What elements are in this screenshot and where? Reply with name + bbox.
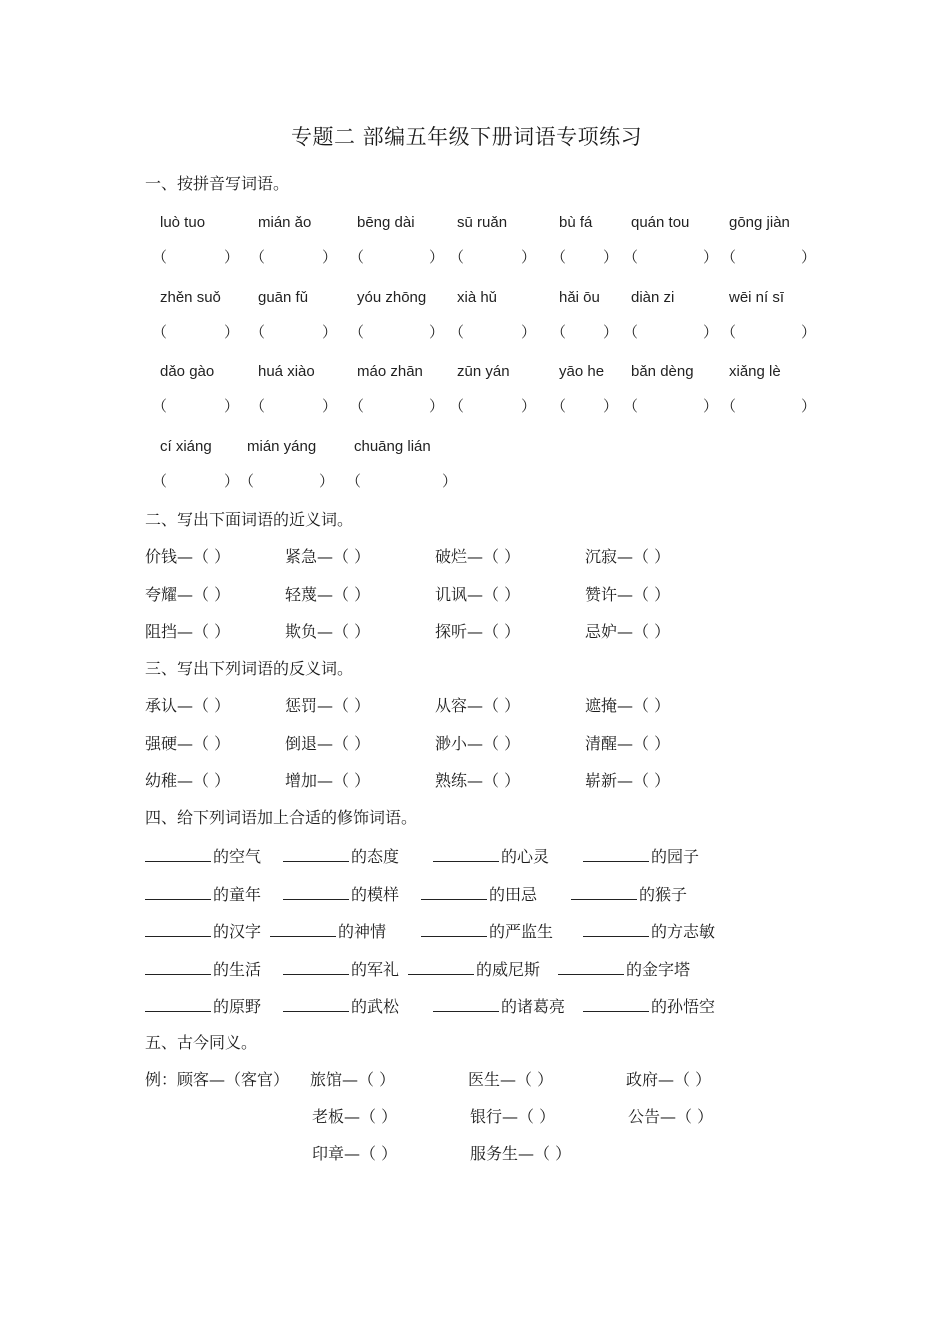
pinyin-word: mián yáng <box>247 438 317 455</box>
answer-paren-right: ） <box>801 248 817 266</box>
answer-paren-left: （ <box>349 248 365 266</box>
word-item[interactable]: 旅馆—（ ） <box>310 1070 396 1089</box>
modifier-item <box>145 847 261 865</box>
answer-paren-left: （ <box>551 397 567 415</box>
answer-paren-right: ） <box>703 397 719 415</box>
fill-blank[interactable] <box>433 847 499 862</box>
answer-paren-left: （ <box>349 323 365 341</box>
modifier-item <box>421 922 553 940</box>
word-item[interactable]: 银行—（ ） <box>470 1107 556 1126</box>
answer-paren-left: （ <box>346 472 362 490</box>
answer-paren-right: ） <box>801 397 817 415</box>
target-word: 的猴子 <box>639 885 688 904</box>
pinyin-word: chuāng lián <box>354 438 431 455</box>
answer-paren-right: ） <box>521 397 537 415</box>
word-item[interactable]: 从容—（ ） <box>435 696 521 715</box>
word-item[interactable]: 忌妒—（ ） <box>585 622 671 641</box>
pinyin-word: mián ǎo <box>258 214 312 231</box>
pinyin-word: dǎo gào <box>160 363 215 380</box>
answer-field[interactable] <box>168 250 224 266</box>
word-item[interactable]: 赞许—（ ） <box>585 585 671 604</box>
answer-paren-left: （ <box>551 248 567 266</box>
target-word: 的方志敏 <box>651 922 716 941</box>
example-text: 例：顾客—（客官） <box>145 1070 290 1089</box>
fill-blank[interactable] <box>145 885 211 900</box>
word-item[interactable]: 服务生—（ ） <box>470 1144 572 1163</box>
answer-paren-left: （ <box>721 323 737 341</box>
fill-blank[interactable] <box>283 997 349 1012</box>
answer-field[interactable] <box>365 399 429 415</box>
word-item[interactable]: 承认—（ ） <box>145 696 231 715</box>
word-item[interactable]: 轻蔑—（ ） <box>285 585 371 604</box>
word-item[interactable]: 紧急—（ ） <box>285 547 371 566</box>
answer-paren-left: （ <box>239 472 255 490</box>
answer-paren-left: （ <box>449 323 465 341</box>
modifier-item <box>583 847 699 865</box>
answer-field[interactable] <box>365 250 429 266</box>
target-word: 的模样 <box>351 885 400 904</box>
word-item[interactable]: 探听—（ ） <box>435 622 521 641</box>
word-item[interactable]: 倒退—（ ） <box>285 734 371 753</box>
answer-paren-left: （ <box>152 397 168 415</box>
answer-paren-left: （ <box>449 248 465 266</box>
modifier-item <box>283 960 399 978</box>
word-item[interactable]: 公告—（ ） <box>628 1107 714 1126</box>
modifier-item <box>283 997 399 1015</box>
modifier-item <box>270 922 386 940</box>
answer-paren-right: ） <box>801 323 817 341</box>
target-word: 的威尼斯 <box>476 960 541 979</box>
pinyin-word: gōng jiàn <box>729 214 790 231</box>
modifier-item <box>408 960 540 978</box>
word-item[interactable]: 惩罚—（ ） <box>285 696 371 715</box>
fill-blank[interactable] <box>583 922 649 937</box>
answer-paren-right: ） <box>322 248 338 266</box>
word-item[interactable]: 崭新—（ ） <box>585 771 671 790</box>
answer-paren-left: （ <box>623 397 639 415</box>
fill-blank[interactable] <box>145 960 211 975</box>
pinyin-word: cí xiáng <box>160 438 212 455</box>
pinyin-word: xiǎng lè <box>729 363 781 380</box>
pinyin-word: luò tuo <box>160 214 206 231</box>
answer-paren-left: （ <box>152 472 168 490</box>
fill-blank[interactable] <box>408 960 474 975</box>
target-word: 的田忌 <box>489 885 538 904</box>
answer-field[interactable] <box>639 325 703 341</box>
pinyin-word: wēi ní sī <box>729 289 785 306</box>
answer-paren-left: （ <box>250 248 266 266</box>
answer-paren-left: （ <box>152 248 168 266</box>
answer-paren-left: （ <box>623 323 639 341</box>
word-item[interactable]: 夸耀—（ ） <box>145 585 231 604</box>
answer-paren-left: （ <box>449 397 465 415</box>
target-word: 的园子 <box>651 847 700 866</box>
word-item[interactable]: 欺负—（ ） <box>285 622 371 641</box>
target-word: 的武松 <box>351 997 400 1016</box>
fill-blank[interactable] <box>145 997 211 1012</box>
pinyin-word: yóu zhōng <box>357 289 427 306</box>
word-item[interactable]: 破烂—（ ） <box>435 547 521 566</box>
word-item[interactable]: 医生—（ ） <box>468 1070 554 1089</box>
fill-blank[interactable] <box>421 885 487 900</box>
answer-paren-left: （ <box>152 323 168 341</box>
answer-field[interactable] <box>266 325 322 341</box>
answer-paren-right: ） <box>521 248 537 266</box>
answer-field[interactable] <box>639 250 703 266</box>
pinyin-word: quán tou <box>631 214 690 231</box>
answer-paren-right: ） <box>603 397 619 415</box>
target-word: 的生活 <box>213 960 262 979</box>
word-item[interactable]: 政府—（ ） <box>626 1070 712 1089</box>
word-item[interactable]: 熟练—（ ） <box>435 771 521 790</box>
pinyin-word: bēng dài <box>357 214 415 231</box>
pinyin-word: máo zhān <box>357 363 423 380</box>
word-item[interactable]: 阻挡—（ ） <box>145 622 231 641</box>
target-word: 的心灵 <box>501 847 550 866</box>
answer-field[interactable] <box>266 250 322 266</box>
word-item[interactable]: 幼稚—（ ） <box>145 771 231 790</box>
fill-blank[interactable] <box>558 960 624 975</box>
pinyin-word: zūn yán <box>457 363 510 380</box>
answer-field[interactable] <box>168 325 224 341</box>
modifier-item <box>433 997 565 1015</box>
word-item[interactable]: 强硬—（ ） <box>145 734 231 753</box>
fill-blank[interactable] <box>283 885 349 900</box>
answer-field[interactable] <box>168 474 224 490</box>
answer-paren-right: ） <box>319 472 335 490</box>
modifier-item <box>583 997 715 1015</box>
answer-field[interactable] <box>567 325 603 341</box>
answer-field[interactable] <box>465 250 521 266</box>
answer-paren-right: ） <box>521 323 537 341</box>
answer-paren-right: ） <box>322 397 338 415</box>
answer-paren-right: ） <box>603 323 619 341</box>
pinyin-word: huá xiào <box>258 363 315 380</box>
word-item[interactable]: 价钱—（ ） <box>145 547 231 566</box>
answer-paren-right: ） <box>703 248 719 266</box>
modifier-item <box>145 997 261 1015</box>
answer-field[interactable] <box>639 399 703 415</box>
target-word: 的态度 <box>351 847 400 866</box>
answer-paren-right: ） <box>224 472 240 490</box>
modifier-item <box>283 885 399 903</box>
target-word: 的空气 <box>213 847 262 866</box>
answer-paren-left: （ <box>551 323 567 341</box>
target-word: 的原野 <box>213 997 262 1016</box>
answer-field[interactable] <box>737 399 801 415</box>
answer-paren-left: （ <box>349 397 365 415</box>
pinyin-word: zhěn suǒ <box>160 289 221 306</box>
answer-field[interactable] <box>567 399 603 415</box>
fill-blank[interactable] <box>145 922 211 937</box>
answer-paren-left: （ <box>721 248 737 266</box>
answer-paren-right: ） <box>603 248 619 266</box>
answer-paren-right: ） <box>429 248 445 266</box>
section-2-heading: 二、写出下面词语的近义词。 <box>145 510 354 529</box>
word-item[interactable]: 清醒—（ ） <box>585 734 671 753</box>
word-item[interactable]: 印章—（ ） <box>312 1144 398 1163</box>
fill-blank[interactable] <box>283 960 349 975</box>
answer-paren-right: ） <box>224 323 240 341</box>
target-word: 的严监生 <box>489 922 554 941</box>
target-word: 的汉字 <box>213 922 262 941</box>
pinyin-word: xià hǔ <box>457 289 498 306</box>
answer-paren-right: ） <box>224 397 240 415</box>
section-5-heading: 五、古今同义。 <box>145 1033 258 1052</box>
word-item[interactable]: 增加—（ ） <box>285 771 371 790</box>
answer-field[interactable] <box>362 474 442 490</box>
target-word: 的诸葛亮 <box>501 997 566 1016</box>
pinyin-word: hǎi ōu <box>559 289 600 306</box>
page-title: 专题二 部编五年级下册词语专项练习 <box>291 125 643 149</box>
fill-blank[interactable] <box>433 997 499 1012</box>
answer-paren-left: （ <box>250 397 266 415</box>
answer-paren-right: ） <box>442 472 458 490</box>
pinyin-word: bǎn dèng <box>631 363 694 380</box>
target-word: 的孙悟空 <box>651 997 716 1016</box>
fill-blank[interactable] <box>571 885 637 900</box>
modifier-item <box>145 922 261 940</box>
section-4-heading: 四、给下列词语加上合适的修饰词语。 <box>145 808 418 827</box>
answer-field[interactable] <box>266 399 322 415</box>
fill-blank[interactable] <box>283 847 349 862</box>
word-item[interactable]: 老板—（ ） <box>312 1107 398 1126</box>
modifier-item <box>571 885 687 903</box>
fill-blank[interactable] <box>583 997 649 1012</box>
pinyin-word: diàn zi <box>631 289 675 306</box>
answer-field[interactable] <box>465 325 521 341</box>
word-item[interactable]: 讥讽—（ ） <box>435 585 521 604</box>
section-1-heading: 一、按拼音写词语。 <box>145 174 290 193</box>
modifier-item <box>145 885 261 903</box>
modifier-item <box>421 885 537 903</box>
modifier-item <box>583 922 715 940</box>
answer-field[interactable] <box>737 325 801 341</box>
answer-paren-right: ） <box>703 323 719 341</box>
answer-paren-right: ） <box>429 323 445 341</box>
word-item[interactable]: 遮掩—（ ） <box>585 696 671 715</box>
target-word: 的童年 <box>213 885 262 904</box>
word-item[interactable]: 渺小—（ ） <box>435 734 521 753</box>
pinyin-word: yāo he <box>559 363 605 380</box>
answer-paren-right: ） <box>322 323 338 341</box>
answer-field[interactable] <box>737 250 801 266</box>
modifier-item <box>283 847 399 865</box>
answer-paren-left: （ <box>623 248 639 266</box>
target-word: 的金字塔 <box>626 960 691 979</box>
answer-paren-left: （ <box>250 323 266 341</box>
answer-paren-right: ） <box>429 397 445 415</box>
answer-field[interactable] <box>465 399 521 415</box>
modifier-item <box>145 960 261 978</box>
answer-paren-right: ） <box>224 248 240 266</box>
target-word: 的神情 <box>338 922 387 941</box>
answer-paren-left: （ <box>721 397 737 415</box>
modifier-item <box>433 847 549 865</box>
target-word: 的军礼 <box>351 960 400 979</box>
section-3-heading: 三、写出下列词语的反义词。 <box>145 659 354 678</box>
fill-blank[interactable] <box>421 922 487 937</box>
answer-field[interactable] <box>255 474 319 490</box>
pinyin-word: sū ruǎn <box>457 214 508 231</box>
answer-field[interactable] <box>168 399 224 415</box>
fill-blank[interactable] <box>145 847 211 862</box>
fill-blank[interactable] <box>583 847 649 862</box>
answer-field[interactable] <box>365 325 429 341</box>
fill-blank[interactable] <box>270 922 336 937</box>
modifier-item <box>558 960 690 978</box>
pinyin-word: bù fá <box>559 214 593 231</box>
word-item[interactable]: 沉寂—（ ） <box>585 547 671 566</box>
pinyin-word: guān fǔ <box>258 289 309 306</box>
answer-field[interactable] <box>567 250 603 266</box>
